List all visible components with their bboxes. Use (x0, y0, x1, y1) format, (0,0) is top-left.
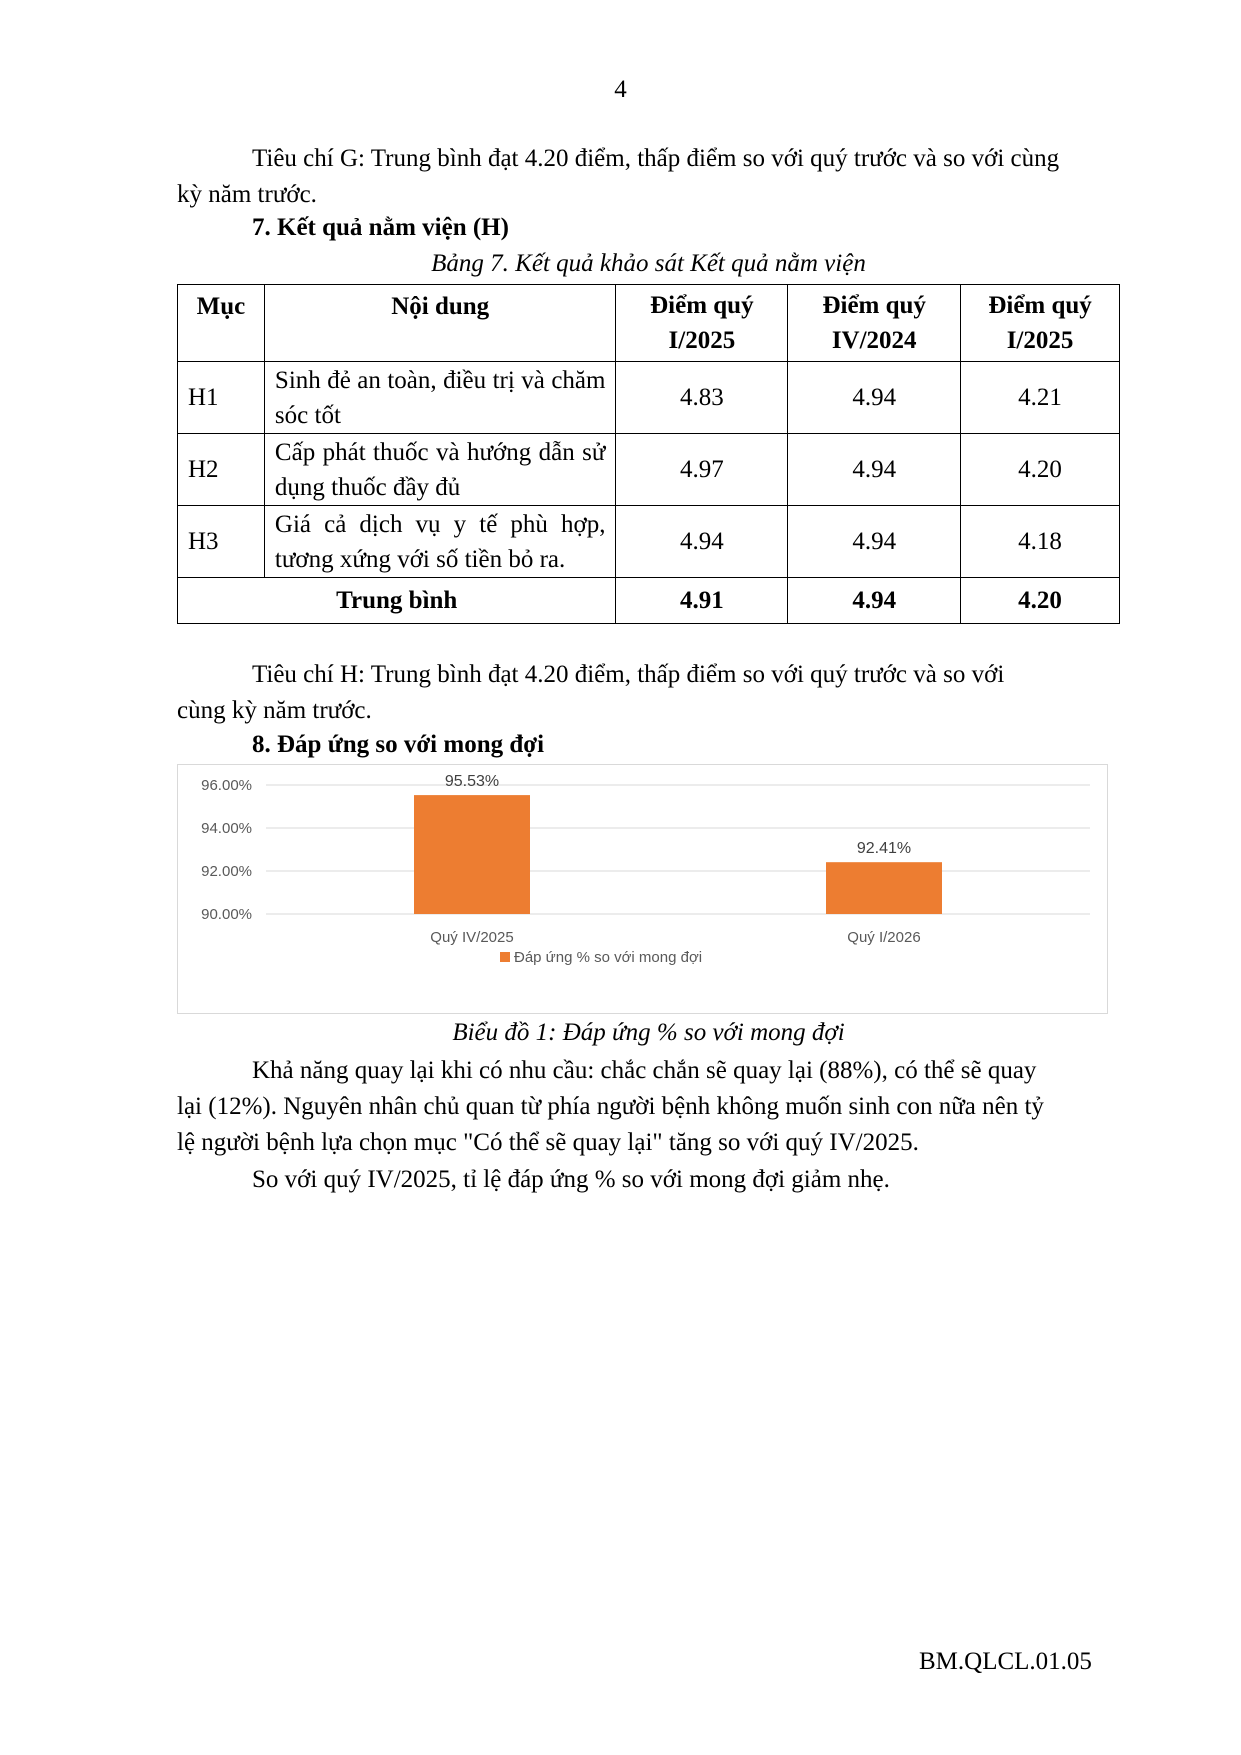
criterion-g-line2: kỳ năm trước. (177, 181, 317, 208)
bar (826, 862, 942, 914)
row-content: Cấp phát thuốc và hướng dẫn sử dụng thuốc đầy đủ (264, 434, 616, 506)
row-value: 4.94 (788, 362, 961, 434)
row-value: 4.94 (788, 506, 961, 578)
y-tick-label: 94.00% (201, 820, 252, 837)
return-para-line3: lệ người bệnh lựa chọn mục "Có thể sẽ quay lại" tăng so với quý IV/2025. (177, 1129, 919, 1156)
row-code: H1 (178, 362, 265, 434)
header-score-q1-2025-b: Điểm quý I/2025 (961, 285, 1120, 362)
section-8-title: 8. Đáp ứng so với mong đợi (252, 731, 545, 758)
legend-swatch (500, 952, 510, 962)
header-content: Nội dung (264, 285, 616, 362)
section-7-title: 7. Kết quả nằm viện (H) (252, 214, 509, 241)
bar (414, 795, 530, 914)
row-code: H3 (178, 506, 265, 578)
data-label: 95.53% (444, 773, 500, 791)
header-score-q1-2025: Điểm quý I/2025 (616, 285, 788, 362)
comparison-para: So với quý IV/2025, tỉ lệ đáp ứng % so với mong đợi giảm nhẹ. (252, 1166, 890, 1193)
return-para-line2: lại (12%). Nguyên nhân chủ quan từ phía người bệnh không muốn sinh con nữa nên tỷ (177, 1093, 1044, 1120)
data-label: 92.41% (856, 840, 912, 858)
row-value: 4.18 (961, 506, 1120, 578)
form-code: BM.QLCL.01.05 (919, 1648, 1092, 1675)
header-score-q4-2024: Điểm quý IV/2024 (788, 285, 961, 362)
row-value: 4.20 (961, 434, 1120, 506)
results-table (177, 284, 1120, 624)
y-tick-label: 92.00% (201, 863, 252, 880)
row-value: 4.97 (616, 434, 788, 506)
table-average-row (178, 578, 1120, 624)
table-row (178, 362, 1120, 434)
legend-label: Đáp ứng % so với mong đợi (514, 949, 703, 966)
table-caption: Bảng 7. Kết quả khảo sát Kết quả nằm viện (431, 250, 866, 277)
table-row (178, 506, 1120, 578)
row-value: 4.21 (961, 362, 1120, 434)
criterion-h-line1: Tiêu chí H: Trung bình đạt 4.20 điểm, thấp điểm so với quý trước và so với (252, 661, 1005, 688)
y-tick-label: 90.00% (201, 906, 252, 923)
average-value: 4.94 (788, 578, 961, 624)
row-value: 4.83 (616, 362, 788, 434)
table-row (178, 434, 1120, 506)
x-tick-label: Quý I/2026 (847, 929, 921, 946)
expectation-chart (177, 764, 1108, 1014)
return-para-line1: Khả năng quay lại khi có nhu cầu: chắc chắn sẽ quay lại (88%), có thể sẽ quay (252, 1057, 1037, 1084)
y-tick-label: 96.00% (201, 777, 252, 794)
row-value: 4.94 (788, 434, 961, 506)
header-item: Mục (178, 285, 265, 362)
average-value: 4.91 (616, 578, 788, 624)
row-code: H2 (178, 434, 265, 506)
criterion-g-line1: Tiêu chí G: Trung bình đạt 4.20 điểm, thấp điểm so với quý trước và so với cùng (252, 145, 1060, 172)
chart-svg (178, 765, 1107, 1013)
row-content: Sinh đẻ an toàn, điều trị và chăm sóc tốt (264, 362, 616, 434)
page-number: 4 (614, 76, 627, 103)
criterion-h-line2: cùng kỳ năm trước. (177, 697, 372, 724)
average-value: 4.20 (961, 578, 1120, 624)
row-content: Giá cả dịch vụ y tế phù hợp, tương xứng với số tiền bỏ ra. (264, 506, 616, 578)
row-value: 4.94 (616, 506, 788, 578)
x-tick-label: Quý IV/2025 (430, 929, 514, 946)
table-header-row (178, 285, 1120, 362)
chart-caption: Biểu đồ 1: Đáp ứng % so với mong đợi (452, 1019, 845, 1046)
average-label: Trung bình (178, 578, 616, 624)
